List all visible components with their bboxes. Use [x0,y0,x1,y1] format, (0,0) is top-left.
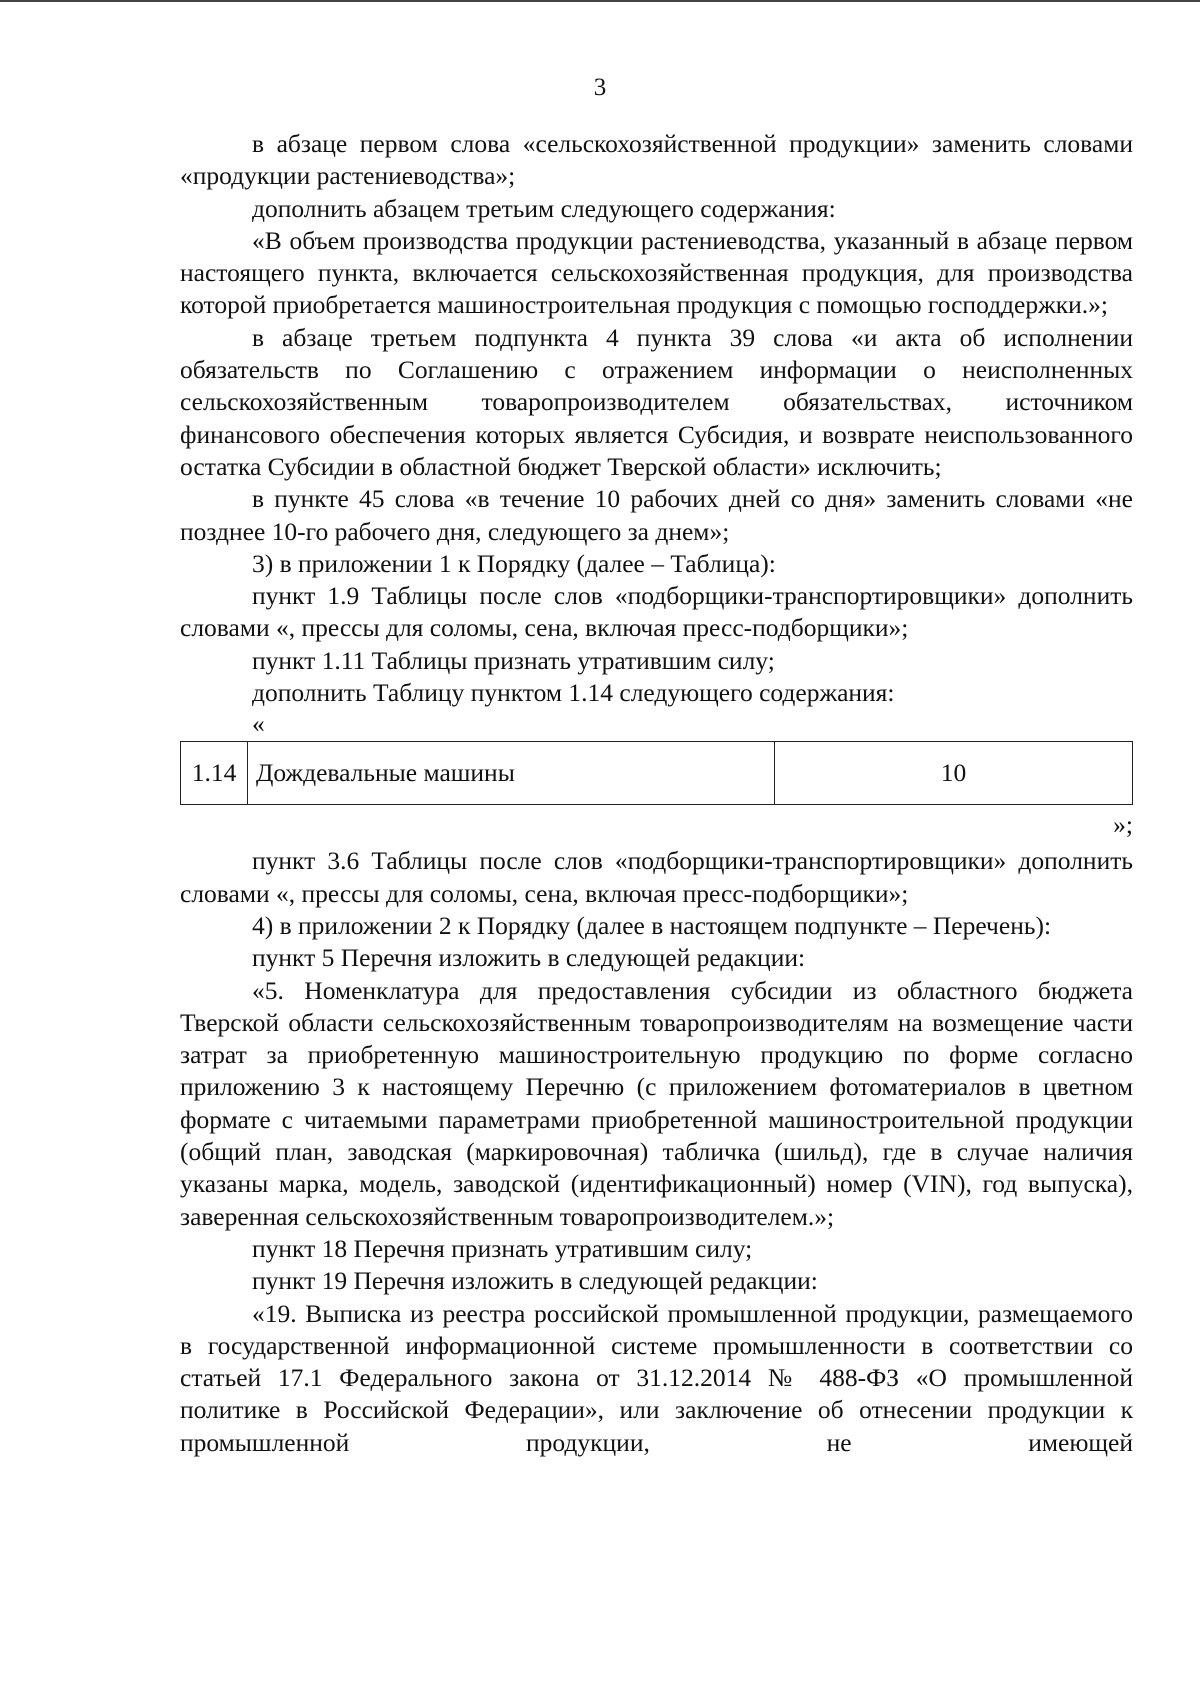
table-cell-value: 10 [775,742,1133,805]
table-row [181,742,1133,805]
paragraph: дополнить Таблицу пунктом 1.14 следующего содержания: [252,678,895,708]
table-cell-name: Дождевальные машины [248,742,775,805]
paragraph: в пункте 45 слова «в течение 10 рабочих дней со дня» заменить словами «не позднее 10-го рабочего дня, следующего за днем»; [180,484,1133,546]
paragraph: 3) в приложении 1 к Порядку (далее – Таблица): [252,548,776,578]
paragraph: пункт 1.9 Таблицы после слов «подборщики-транспортировщики» дополнить словами «, прессы для соломы, сена, включая пресс-подборщики»; [180,581,1133,643]
page-top-edge [0,0,1200,2]
paragraph: «В объем производства продукции растениеводства, указанный в абзаце первом настоящего пункта, включается сельскохозяйственная продукция, для производства которой приобретается машиностроительная продукция с помощью господдержки.»; [180,225,1133,320]
table-quote-close: »; [1113,810,1133,840]
paragraph: дополнить абзацем третьим следующего содержания: [252,193,836,223]
table-quote-open: « [252,709,265,739]
inserted-table [180,741,1133,805]
paragraph: 4) в приложении 2 к Порядку (далее в настоящем подпункте – Перечень): [252,910,1052,940]
page-number: 3 [593,74,607,101]
paragraph: пункт 3.6 Таблицы после слов «подборщики-транспортировщики» дополнить словами «, прессы для соломы, сена, включая пресс-подборщики»; [180,846,1133,908]
table-cell-number: 1.14 [181,742,248,805]
paragraphs-before-table [180,128,1133,709]
paragraph: пункт 19 Перечня изложить в следующей редакции: [252,1266,818,1296]
paragraph: «5. Номенклатура для предоставления субсидии из областного бюджета Тверской области сельскохозяйственным товаропроизводителям на возмещение части затрат за приобретенную машиностроительную продукцию по форме согласно приложению 3 к настоящему Перечню (с приложением фотоматериалов в цветном формате с читаемыми параметрами приобретенной машиностроительной продукции (общий план, заводская (маркировочная) табличка (шильд), где в случае наличия указаны марка, модель, заводской (идентификационный) номер (VIN), год выпуска), заверенная сельскохозяйственным товаропроизводителем.»; [180,975,1133,1231]
paragraph: пункт 18 Перечня признать утратившим силу; [252,1233,753,1263]
document-body [180,128,1133,1459]
paragraph: пункт 1.11 Таблицы признать утратившим силу; [252,645,775,675]
paragraph: «19. Выписка из реестра российской промышленной продукции, размещаемого в государственной информационной системе промышленности в соответствии со статьей 17.1 Федерального закона от 31.12.2014 № 488-ФЗ «О промышленной политике в Российской Федерации», или заключение об отнесении продукции к промышленной продукции, не имеющей [180,1298,1133,1457]
paragraphs-after-table [180,845,1133,1459]
paragraph: в абзаце третьем подпункта 4 пункта 39 слова «и акта об исполнении обязательств по Соглашению с отражением информации о неисполненных сельскохозяйственным товаропроизводителем обязательствах, источником финансового обеспечения которых является Субсидия, и возврате неиспользованного остатка Субсидии в областной бюджет Тверской области» исключить; [180,322,1133,481]
paragraph: пункт 5 Перечня изложить в следующей редакции: [252,943,806,973]
paragraph: в абзаце первом слова «сельскохозяйственной продукции» заменить словами «продукции растениеводства»; [180,129,1133,191]
